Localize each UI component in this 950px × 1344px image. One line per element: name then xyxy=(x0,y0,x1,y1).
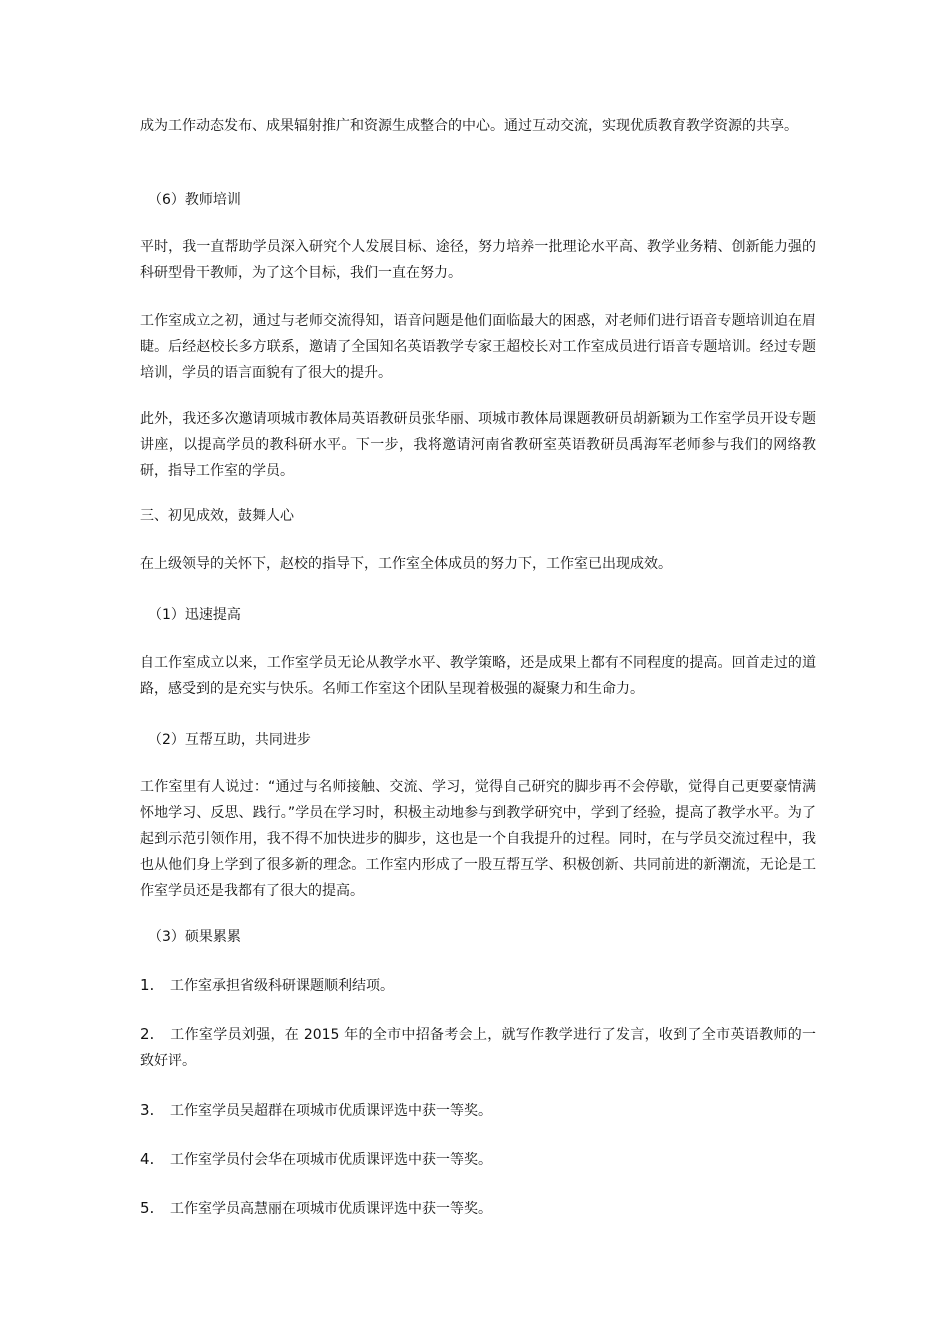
list-text: 工作室承担省级科研课题顺利结项。 xyxy=(170,978,394,994)
heading-fruitful-results: （3）硕果累累 xyxy=(148,929,241,945)
list-text: 工作室学员刘强，在 2015 年的全市中招备考会上，就写作教学进行了发言，收到了全市英语教师的一致好评。 xyxy=(140,1027,816,1069)
paragraph-daily-help: 平时，我一直帮助学员深入研究个人发展目标、途径，努力培养一批理论水平高、教学业务精、创新能力强的科研型骨干教师，为了这个目标，我们一直在努力。 xyxy=(140,239,816,281)
heading-section-three: 三、初见成效，鼓舞人心 xyxy=(140,508,294,524)
list-item-achievement-3 xyxy=(140,1097,816,1124)
list-item-achievement-4 xyxy=(140,1146,816,1173)
paragraph-resource-center: 成为工作动态发布、成果辐射推广和资源生成整合的中心。通过互动交流，实现优质教育教学资源的共享。 xyxy=(140,118,798,134)
heading-mutual-help: （2）互帮互助，共同进步 xyxy=(148,732,311,748)
list-number: 1. xyxy=(140,976,155,994)
paragraph-results-intro: 在上级领导的关怀下，赵校的指导下，工作室全体成员的努力下，工作室已出现成效。 xyxy=(140,556,672,572)
list-number: 2. xyxy=(140,1025,155,1043)
list-number: 3. xyxy=(140,1101,155,1119)
paragraph-improvement-detail: 自工作室成立以来，工作室学员无论从教学水平、教学策略，还是成果上都有不同程度的提高。回首走过的道路，感受到的是充实与快乐。名师工作室这个团队呈现着极强的凝聚力和生命力。 xyxy=(140,655,816,697)
paragraph-mutual-help-detail: 工作室里有人说过：“通过与名师接触、交流、学习，觉得自己研究的脚步再不会停歇，觉得自己更要豪情满怀地学习、反思、践行。”学员在学习时，积极主动地参与到教学研究中，学到了经验，提高了教学水平。为了起到示范引领作用，我不得不加快进步的脚步，这也是一个自我提升的过程。同时，在与学员交流过程中，我也从他们身上学到了很多新的理念。工作室内形成了一股互帮互学、积极创新、共同前进的新潮流，无论是工作室学员还是我都有了很大的提高。 xyxy=(140,779,816,899)
paragraph-phonetics-training: 工作室成立之初，通过与老师交流得知，语音问题是他们面临最大的困惑，对老师们进行语音专题培训迫在眉睫。后经赵校长多方联系，邀请了全国知名英语教学专家王超校长对工作室成员进行语音专题培训。经过专题培训，学员的语言面貌有了很大的提升。 xyxy=(140,313,816,381)
list-text: 工作室学员高慧丽在项城市优质课评选中获一等奖。 xyxy=(170,1201,492,1217)
paragraph-expert-lectures: 此外，我还多次邀请项城市教体局英语教研员张华丽、项城市教体局课题教研员胡新颖为工作室学员开设专题讲座，以提高学员的教科研水平。下一步，我将邀请河南省教研室英语教研员禹海军老师参与我们的网络教研，指导工作室的学员。 xyxy=(140,411,816,479)
list-number: 5. xyxy=(140,1199,155,1217)
list-item-achievement-2 xyxy=(140,1021,816,1074)
list-item-achievement-1 xyxy=(140,972,816,999)
list-item-achievement-5 xyxy=(140,1195,816,1222)
heading-teacher-training: （6）教师培训 xyxy=(148,192,241,208)
list-text: 工作室学员吴超群在项城市优质课评选中获一等奖。 xyxy=(170,1103,492,1119)
list-number: 4. xyxy=(140,1150,155,1168)
list-text: 工作室学员付会华在项城市优质课评选中获一等奖。 xyxy=(170,1152,492,1168)
heading-rapid-improvement: （1）迅速提高 xyxy=(148,607,241,623)
